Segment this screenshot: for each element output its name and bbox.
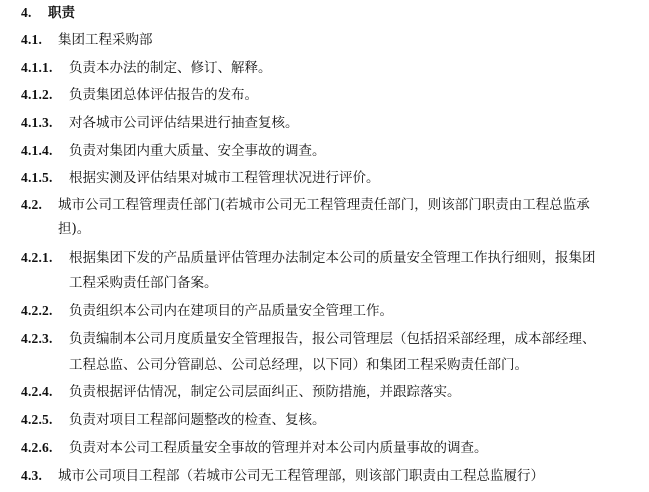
section-heading (0, 2, 649, 24)
clause-number: 4.2.4. (21, 384, 53, 399)
continuation-line (0, 218, 649, 240)
clause-item (0, 437, 649, 459)
subsection-title: 城市公司项目工程部（若城市公司无工程管理部，则该部门职责由工程总监履行） (58, 468, 544, 484)
clause-number: 4.2.1. (21, 250, 53, 265)
section-title: 职责 (48, 5, 75, 21)
clause-text: 负责集团总体评估报告的发布。 (69, 87, 258, 103)
subsection-heading (0, 465, 649, 487)
clause-text: 负责对集团内重大质量、安全事故的调查。 (69, 143, 326, 159)
clause-number: 4.1.5. (21, 170, 53, 185)
clause-text: 负责对项目工程部问题整改的检查、复核。 (69, 412, 326, 428)
clause-item (0, 300, 649, 322)
clause-item (0, 57, 649, 79)
section-number: 4.1. (21, 32, 43, 47)
continuation-text: 工程采购责任部门备案。 (69, 275, 218, 291)
clause-number: 4.2.5. (21, 412, 53, 427)
clause-item (0, 381, 649, 403)
clause-item (0, 247, 649, 269)
clause-text: 负责根据评估情况，制定公司层面纠正、预防措施，并跟踪落实。 (69, 384, 461, 400)
continuation-line (0, 354, 649, 376)
section-number: 4. (21, 5, 32, 20)
clause-number: 4.2.6. (21, 440, 53, 455)
section-number: 4.3. (21, 468, 43, 483)
clause-item (0, 140, 649, 162)
subsection-title: 集团工程采购部 (58, 32, 153, 48)
clause-text: 对各城市公司评估结果进行抽查复核。 (69, 115, 299, 131)
clause-item (0, 167, 649, 189)
clause-text: 根据集团下发的产品质量评估管理办法制定本公司的质量安全管理工作执行细则，报集团 (69, 250, 596, 266)
clause-text: 根据实测及评估结果对城市工程管理状况进行评价。 (69, 170, 380, 186)
subsection-heading (0, 194, 649, 216)
clause-item (0, 409, 649, 431)
clause-number: 4.1.3. (21, 115, 53, 130)
clause-number: 4.1.1. (21, 60, 53, 75)
subsection-title: 城市公司工程管理责任部门(若城市公司无工程管理责任部门，则该部门职责由工程总监承 (58, 197, 590, 213)
subsection-heading (0, 29, 649, 51)
section-number: 4.2. (21, 197, 43, 212)
continuation-line (0, 272, 649, 294)
clause-number: 4.2.2. (21, 303, 53, 318)
clause-text: 负责本办法的制定、修订、解释。 (69, 60, 272, 76)
clause-number: 4.2.3. (21, 331, 53, 346)
clause-item (0, 112, 649, 134)
continuation-text: 担)。 (58, 221, 91, 237)
clause-item (0, 328, 649, 350)
clause-item (0, 84, 649, 106)
continuation-text: 工程总监、公司分管副总、公司总经理，以下同）和集团工程采购责任部门。 (69, 357, 528, 373)
clause-text: 负责组织本公司内在建项目的产品质量安全管理工作。 (69, 303, 393, 319)
clause-number: 4.1.4. (21, 143, 53, 158)
clause-number: 4.1.2. (21, 87, 53, 102)
clause-text: 负责对本公司工程质量安全事故的管理并对本公司内质量事故的调查。 (69, 440, 488, 456)
clause-text: 负责编制本公司月度质量安全管理报告，报公司管理层（包括招采部经理，成本部经理、 (69, 331, 596, 347)
